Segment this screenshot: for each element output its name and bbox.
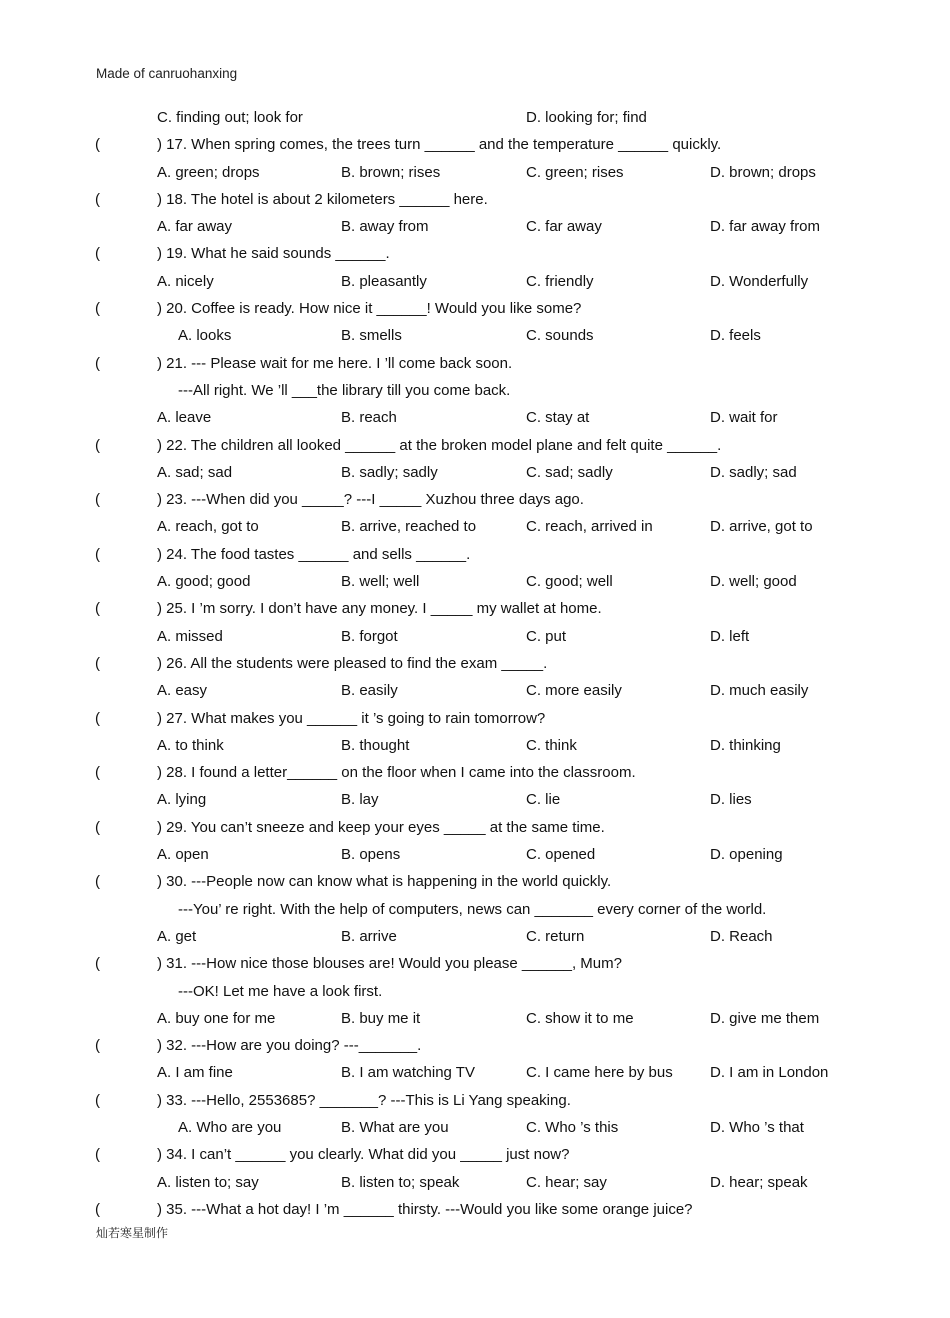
question-row xyxy=(0,136,950,163)
options-row xyxy=(0,737,950,764)
question-row xyxy=(0,955,950,982)
answer-bracket: ( xyxy=(95,764,100,782)
option-b: B. smells xyxy=(341,327,402,345)
question-row xyxy=(0,355,950,382)
option-d: D. lies xyxy=(710,791,752,809)
question-row xyxy=(0,1146,950,1173)
options-row xyxy=(0,1064,950,1091)
question-text: ) 21. --- Please wait for me here. I ’ll come back soon. xyxy=(157,354,513,372)
option-a: A. missed xyxy=(157,627,223,645)
question-row xyxy=(0,819,950,846)
option-d: D. feels xyxy=(710,327,761,345)
option-b: B. reach xyxy=(341,409,397,427)
option-b: B. forgot xyxy=(341,627,398,645)
options-row xyxy=(0,628,950,655)
question-text: ) 32. ---How are you doing? ---_______. xyxy=(157,1037,422,1055)
option-d: D. thinking xyxy=(710,736,781,754)
answer-bracket: ( xyxy=(95,436,100,454)
options-row xyxy=(0,518,950,545)
option-a: A. I am fine xyxy=(157,1064,233,1082)
option-d: D. much easily xyxy=(710,682,809,700)
option-a: A. nicely xyxy=(157,272,214,290)
answer-bracket: ( xyxy=(95,873,100,891)
answer-bracket: ( xyxy=(95,1037,100,1055)
option-c: C. sounds xyxy=(526,327,594,345)
options-row xyxy=(0,409,950,436)
option-a: A. easy xyxy=(157,682,208,700)
options-row xyxy=(0,573,950,600)
option-b: B. sadly; sadly xyxy=(341,463,438,481)
options-row xyxy=(0,1010,950,1037)
options-row xyxy=(0,682,950,709)
question-text: ) 34. I can’t ______ you clearly. What did you _____ just now? xyxy=(157,1146,570,1164)
option-a: A. far away xyxy=(157,218,233,236)
question-text: ) 28. I found a letter______ on the floor when I came into the classroom. xyxy=(157,764,636,782)
option-d: D. left xyxy=(710,627,750,645)
option-c: C. far away xyxy=(526,218,602,236)
option-a: A. to think xyxy=(157,736,224,754)
option-c: C. think xyxy=(526,736,577,754)
question-dialogue-row xyxy=(0,901,950,928)
question-dialogue-text: ---OK! Let me have a look first. xyxy=(178,982,383,1000)
question-dialogue-text: ---You’ re right. With the help of computers, news can _______ every corner of the world. xyxy=(178,900,767,918)
answer-bracket: ( xyxy=(95,1200,100,1218)
option-b: B. thought xyxy=(341,736,410,754)
option-a: A. good; good xyxy=(157,573,251,591)
option-c: C. show it to me xyxy=(526,1009,634,1027)
answer-bracket: ( xyxy=(95,818,100,836)
option-c: C. lie xyxy=(526,791,561,809)
option-b: B. away from xyxy=(341,218,429,236)
option-c: C. Who ’s this xyxy=(526,1118,619,1136)
option-a: A. buy one for me xyxy=(157,1009,276,1027)
answer-bracket: ( xyxy=(95,300,100,318)
option-d: D. Reach xyxy=(710,927,773,945)
answer-bracket: ( xyxy=(95,654,100,672)
option-c: C. put xyxy=(526,627,567,645)
question-text: ) 33. ---Hello, 2553685? _______? ---This is Li Yang speaking. xyxy=(157,1091,571,1109)
option-a: A. get xyxy=(157,927,197,945)
option-b: B. easily xyxy=(341,682,398,700)
answer-bracket: ( xyxy=(95,1091,100,1109)
option-a: A. reach, got to xyxy=(157,518,259,536)
option-a: A. open xyxy=(157,846,209,864)
question-row xyxy=(0,491,950,518)
option-a: A. looks xyxy=(178,327,232,345)
question-dialogue-row xyxy=(0,983,950,1010)
option-b: B. pleasantly xyxy=(341,272,427,290)
option-d: D. Who ’s that xyxy=(710,1118,804,1136)
option-a: A. leave xyxy=(157,409,212,427)
question-row xyxy=(0,245,950,272)
answer-bracket: ( xyxy=(95,600,100,618)
option-d: D. hear; speak xyxy=(710,1173,808,1191)
question-text: ) 22. The children all looked ______ at the broken model plane and felt quite ______. xyxy=(157,436,722,454)
question-row xyxy=(0,191,950,218)
option-a: A. sad; sad xyxy=(157,463,233,481)
question-text: ) 23. ---When did you _____? ---I _____ Xuzhou three days ago. xyxy=(157,491,584,509)
options-row xyxy=(0,218,950,245)
option-c: C. hear; say xyxy=(526,1173,607,1191)
options-row xyxy=(0,1119,950,1146)
option-a: A. green; drops xyxy=(157,163,260,181)
option-c: C. good; well xyxy=(526,573,613,591)
question-text: ) 24. The food tastes ______ and sells ______. xyxy=(157,545,471,563)
option-d: D. well; good xyxy=(710,573,797,591)
question-row xyxy=(0,764,950,791)
option-d: D. Wonderfully xyxy=(710,272,809,290)
question-row xyxy=(0,873,950,900)
answer-bracket: ( xyxy=(95,1146,100,1164)
option-b: B. opens xyxy=(341,846,401,864)
option-d: D. brown; drops xyxy=(710,163,816,181)
question-row xyxy=(0,300,950,327)
option-c: C. return xyxy=(526,927,585,945)
option-d: D. give me them xyxy=(710,1009,820,1027)
question-text: ) 19. What he said sounds ______. xyxy=(157,245,390,263)
question-row xyxy=(0,437,950,464)
option-d: D. looking for; find xyxy=(526,109,647,126)
option-b: B. I am watching TV xyxy=(341,1064,475,1082)
answer-bracket: ( xyxy=(95,955,100,973)
answer-bracket: ( xyxy=(95,190,100,208)
question-dialogue-row xyxy=(0,382,950,409)
option-c: C. reach, arrived in xyxy=(526,518,653,536)
options-row xyxy=(0,791,950,818)
option-c: C. finding out; look for xyxy=(157,109,303,126)
worksheet-body xyxy=(0,109,950,1228)
option-c: C. sad; sadly xyxy=(526,463,613,481)
carry-over-options-row xyxy=(0,109,950,136)
page-footer: 灿若寒星制作 xyxy=(96,1226,169,1240)
page-header: Made of canruohanxing xyxy=(96,66,238,81)
option-c: C. green; rises xyxy=(526,163,624,181)
question-text: ) 27. What makes you ______ it ’s going to rain tomorrow? xyxy=(157,709,546,727)
options-row xyxy=(0,928,950,955)
answer-bracket: ( xyxy=(95,136,100,154)
option-a: A. Who are you xyxy=(178,1118,282,1136)
option-b: B. listen to; speak xyxy=(341,1173,460,1191)
question-text: ) 29. You can’t sneeze and keep your eyes _____ at the same time. xyxy=(157,818,605,836)
option-d: D. arrive, got to xyxy=(710,518,813,536)
question-row xyxy=(0,710,950,737)
option-b: B. buy me it xyxy=(341,1009,421,1027)
question-row xyxy=(0,546,950,573)
question-row xyxy=(0,655,950,682)
answer-bracket: ( xyxy=(95,545,100,563)
option-b: B. brown; rises xyxy=(341,163,441,181)
option-b: B. arrive, reached to xyxy=(341,518,477,536)
option-c: C. opened xyxy=(526,846,596,864)
options-row xyxy=(0,273,950,300)
option-d: D. far away from xyxy=(710,218,821,236)
option-c: C. more easily xyxy=(526,682,622,700)
answer-bracket: ( xyxy=(95,709,100,727)
options-row xyxy=(0,846,950,873)
question-row xyxy=(0,1037,950,1064)
option-a: A. listen to; say xyxy=(157,1173,259,1191)
question-text: ) 18. The hotel is about 2 kilometers ______ here. xyxy=(157,190,488,208)
option-d: D. wait for xyxy=(710,409,778,427)
question-text: ) 26. All the students were pleased to find the exam _____. xyxy=(157,654,548,672)
answer-bracket: ( xyxy=(95,354,100,372)
answer-bracket: ( xyxy=(95,245,100,263)
options-row xyxy=(0,327,950,354)
question-text: ) 17. When spring comes, the trees turn ______ and the temperature ______ quickly. xyxy=(157,136,722,154)
options-row xyxy=(0,1174,950,1201)
option-d: D. opening xyxy=(710,846,783,864)
option-d: D. sadly; sad xyxy=(710,463,797,481)
option-b: B. arrive xyxy=(341,927,397,945)
question-dialogue-text: ---All right. We ’ll ___the library till you come back. xyxy=(178,381,511,399)
question-text: ) 25. I ’m sorry. I don’t have any money. I _____ my wallet at home. xyxy=(157,600,602,618)
options-row xyxy=(0,164,950,191)
option-c: C. friendly xyxy=(526,272,594,290)
option-b: B. well; well xyxy=(341,573,420,591)
question-text: ) 35. ---What a hot day! I ’m ______ thirsty. ---Would you like some orange juice? xyxy=(157,1200,693,1218)
option-c: C. I came here by bus xyxy=(526,1064,673,1082)
question-row xyxy=(0,600,950,627)
option-a: A. lying xyxy=(157,791,207,809)
option-b: B. lay xyxy=(341,791,379,809)
option-d: D. I am in London xyxy=(710,1064,829,1082)
option-b: B. What are you xyxy=(341,1118,449,1136)
question-text: ) 31. ---How nice those blouses are! Would you please ______, Mum? xyxy=(157,955,622,973)
answer-bracket: ( xyxy=(95,491,100,509)
option-c: C. stay at xyxy=(526,409,590,427)
options-row xyxy=(0,464,950,491)
question-text: ) 20. Coffee is ready. How nice it ______! Would you like some? xyxy=(157,300,582,318)
question-text: ) 30. ---People now can know what is happening in the world quickly. xyxy=(157,873,612,891)
question-row xyxy=(0,1092,950,1119)
